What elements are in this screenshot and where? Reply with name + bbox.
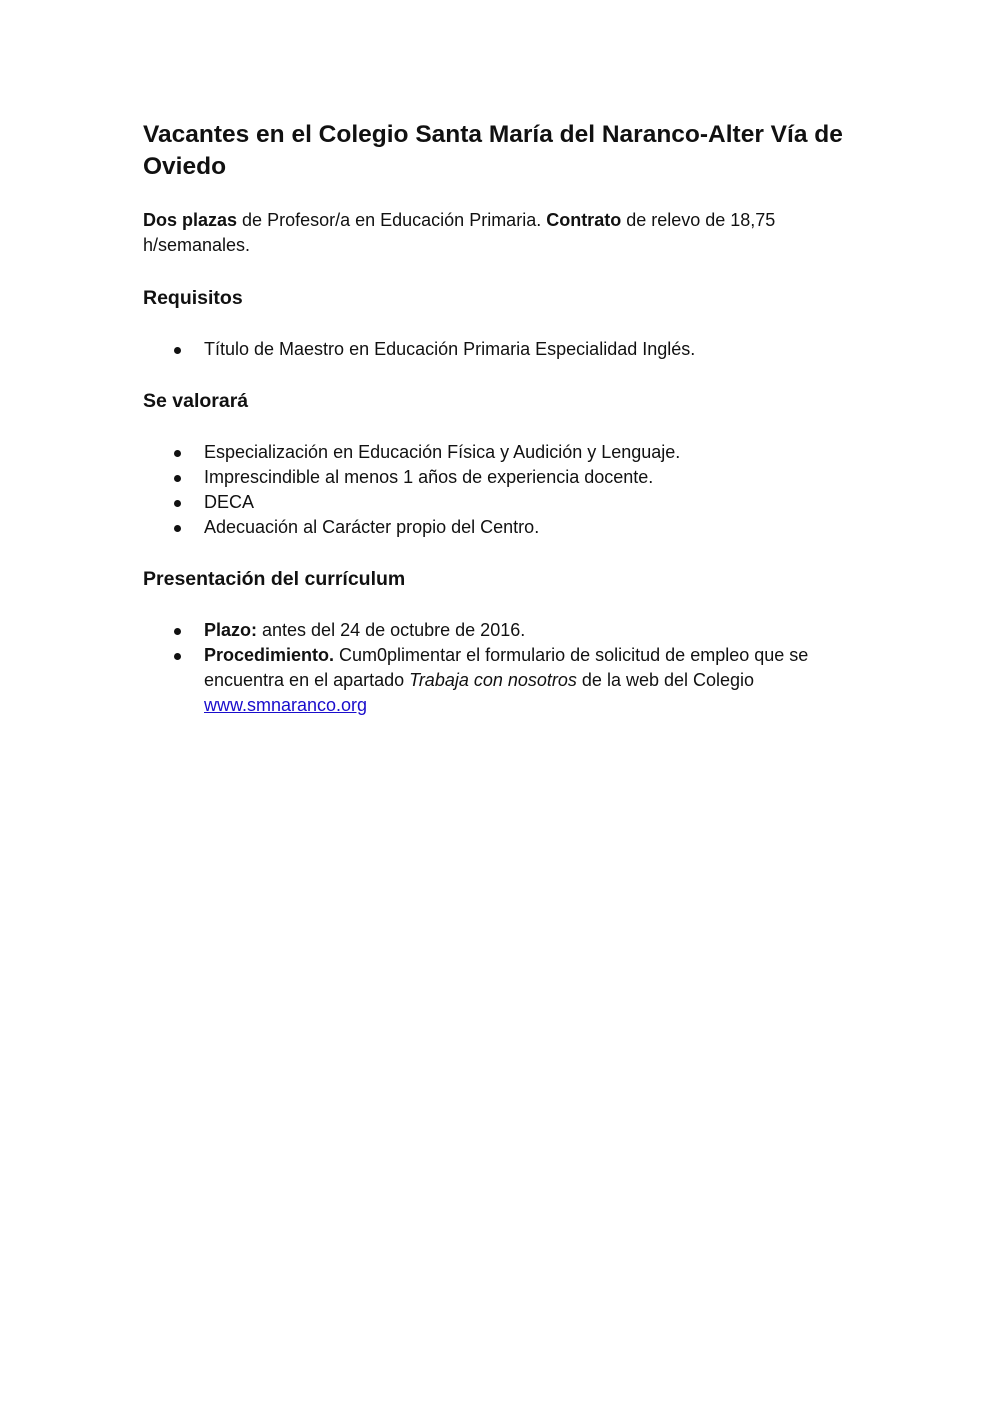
- plazo-label: Plazo:: [204, 620, 258, 640]
- page-title: Vacantes en el Colegio Santa María del Naranco-Alter Vía de Oviedo: [143, 121, 843, 180]
- list-item-text: Adecuación al Carácter propio del Centro.: [204, 517, 540, 537]
- bullet-icon: [174, 628, 181, 635]
- list-item-plazo: [143, 618, 858, 643]
- bullet-icon: [174, 525, 181, 532]
- procedimiento-label: Procedimiento.: [204, 645, 335, 665]
- list-item: [143, 465, 858, 490]
- intro-text: [143, 208, 858, 258]
- section-valorara: [143, 389, 858, 540]
- procedimiento-text-2: de la web del Colegio: [576, 670, 755, 690]
- list-item: [143, 440, 858, 465]
- website-link[interactable]: www.smnaranco.org: [204, 695, 368, 715]
- section-presentacion: [143, 567, 858, 718]
- intro-text-2: de relevo de 18,75 h/semanales.: [143, 210, 776, 255]
- section-heading: Requisitos: [143, 287, 243, 309]
- list-item: [143, 337, 858, 362]
- section-requisitos: [143, 286, 858, 362]
- procedimiento-italic: Trabaja con nosotros: [409, 670, 577, 690]
- list-item: [143, 490, 858, 515]
- bullet-icon: [174, 347, 181, 354]
- list-item-text: Imprescindible al menos 1 años de experiencia docente.: [204, 467, 654, 487]
- intro-text-1: de Profesor/a en Educación Primaria.: [237, 210, 547, 230]
- list-item-procedimiento: [143, 643, 858, 718]
- bullet-icon: [174, 653, 181, 660]
- list-item-text: Especialización en Educación Física y Audición y Lenguaje.: [204, 442, 681, 462]
- section-heading: Se valorará: [143, 390, 249, 412]
- bullet-icon: [174, 500, 181, 507]
- intro-bold-plazas: Dos plazas: [143, 210, 238, 230]
- presentacion-list: [143, 618, 858, 718]
- intro-paragraph: [143, 208, 858, 258]
- list-item: [143, 515, 858, 540]
- list-item-text: Título de Maestro en Educación Primaria Especialidad Inglés.: [204, 339, 696, 359]
- requisitos-list: [143, 337, 858, 362]
- intro-bold-contrato: Contrato: [546, 210, 622, 230]
- list-item-text: DECA: [204, 492, 255, 512]
- valorara-list: [143, 440, 858, 540]
- bullet-icon: [174, 475, 181, 482]
- bullet-icon: [174, 450, 181, 457]
- procedimiento-text: Cum0plimentar el formulario de solicitud de empleo que se encuentra en el apartado: [204, 645, 809, 690]
- document-title-block: [143, 119, 858, 183]
- section-heading: Presentación del currículum: [143, 568, 406, 590]
- plazo-text: antes del 24 de octubre de 2016.: [257, 620, 526, 640]
